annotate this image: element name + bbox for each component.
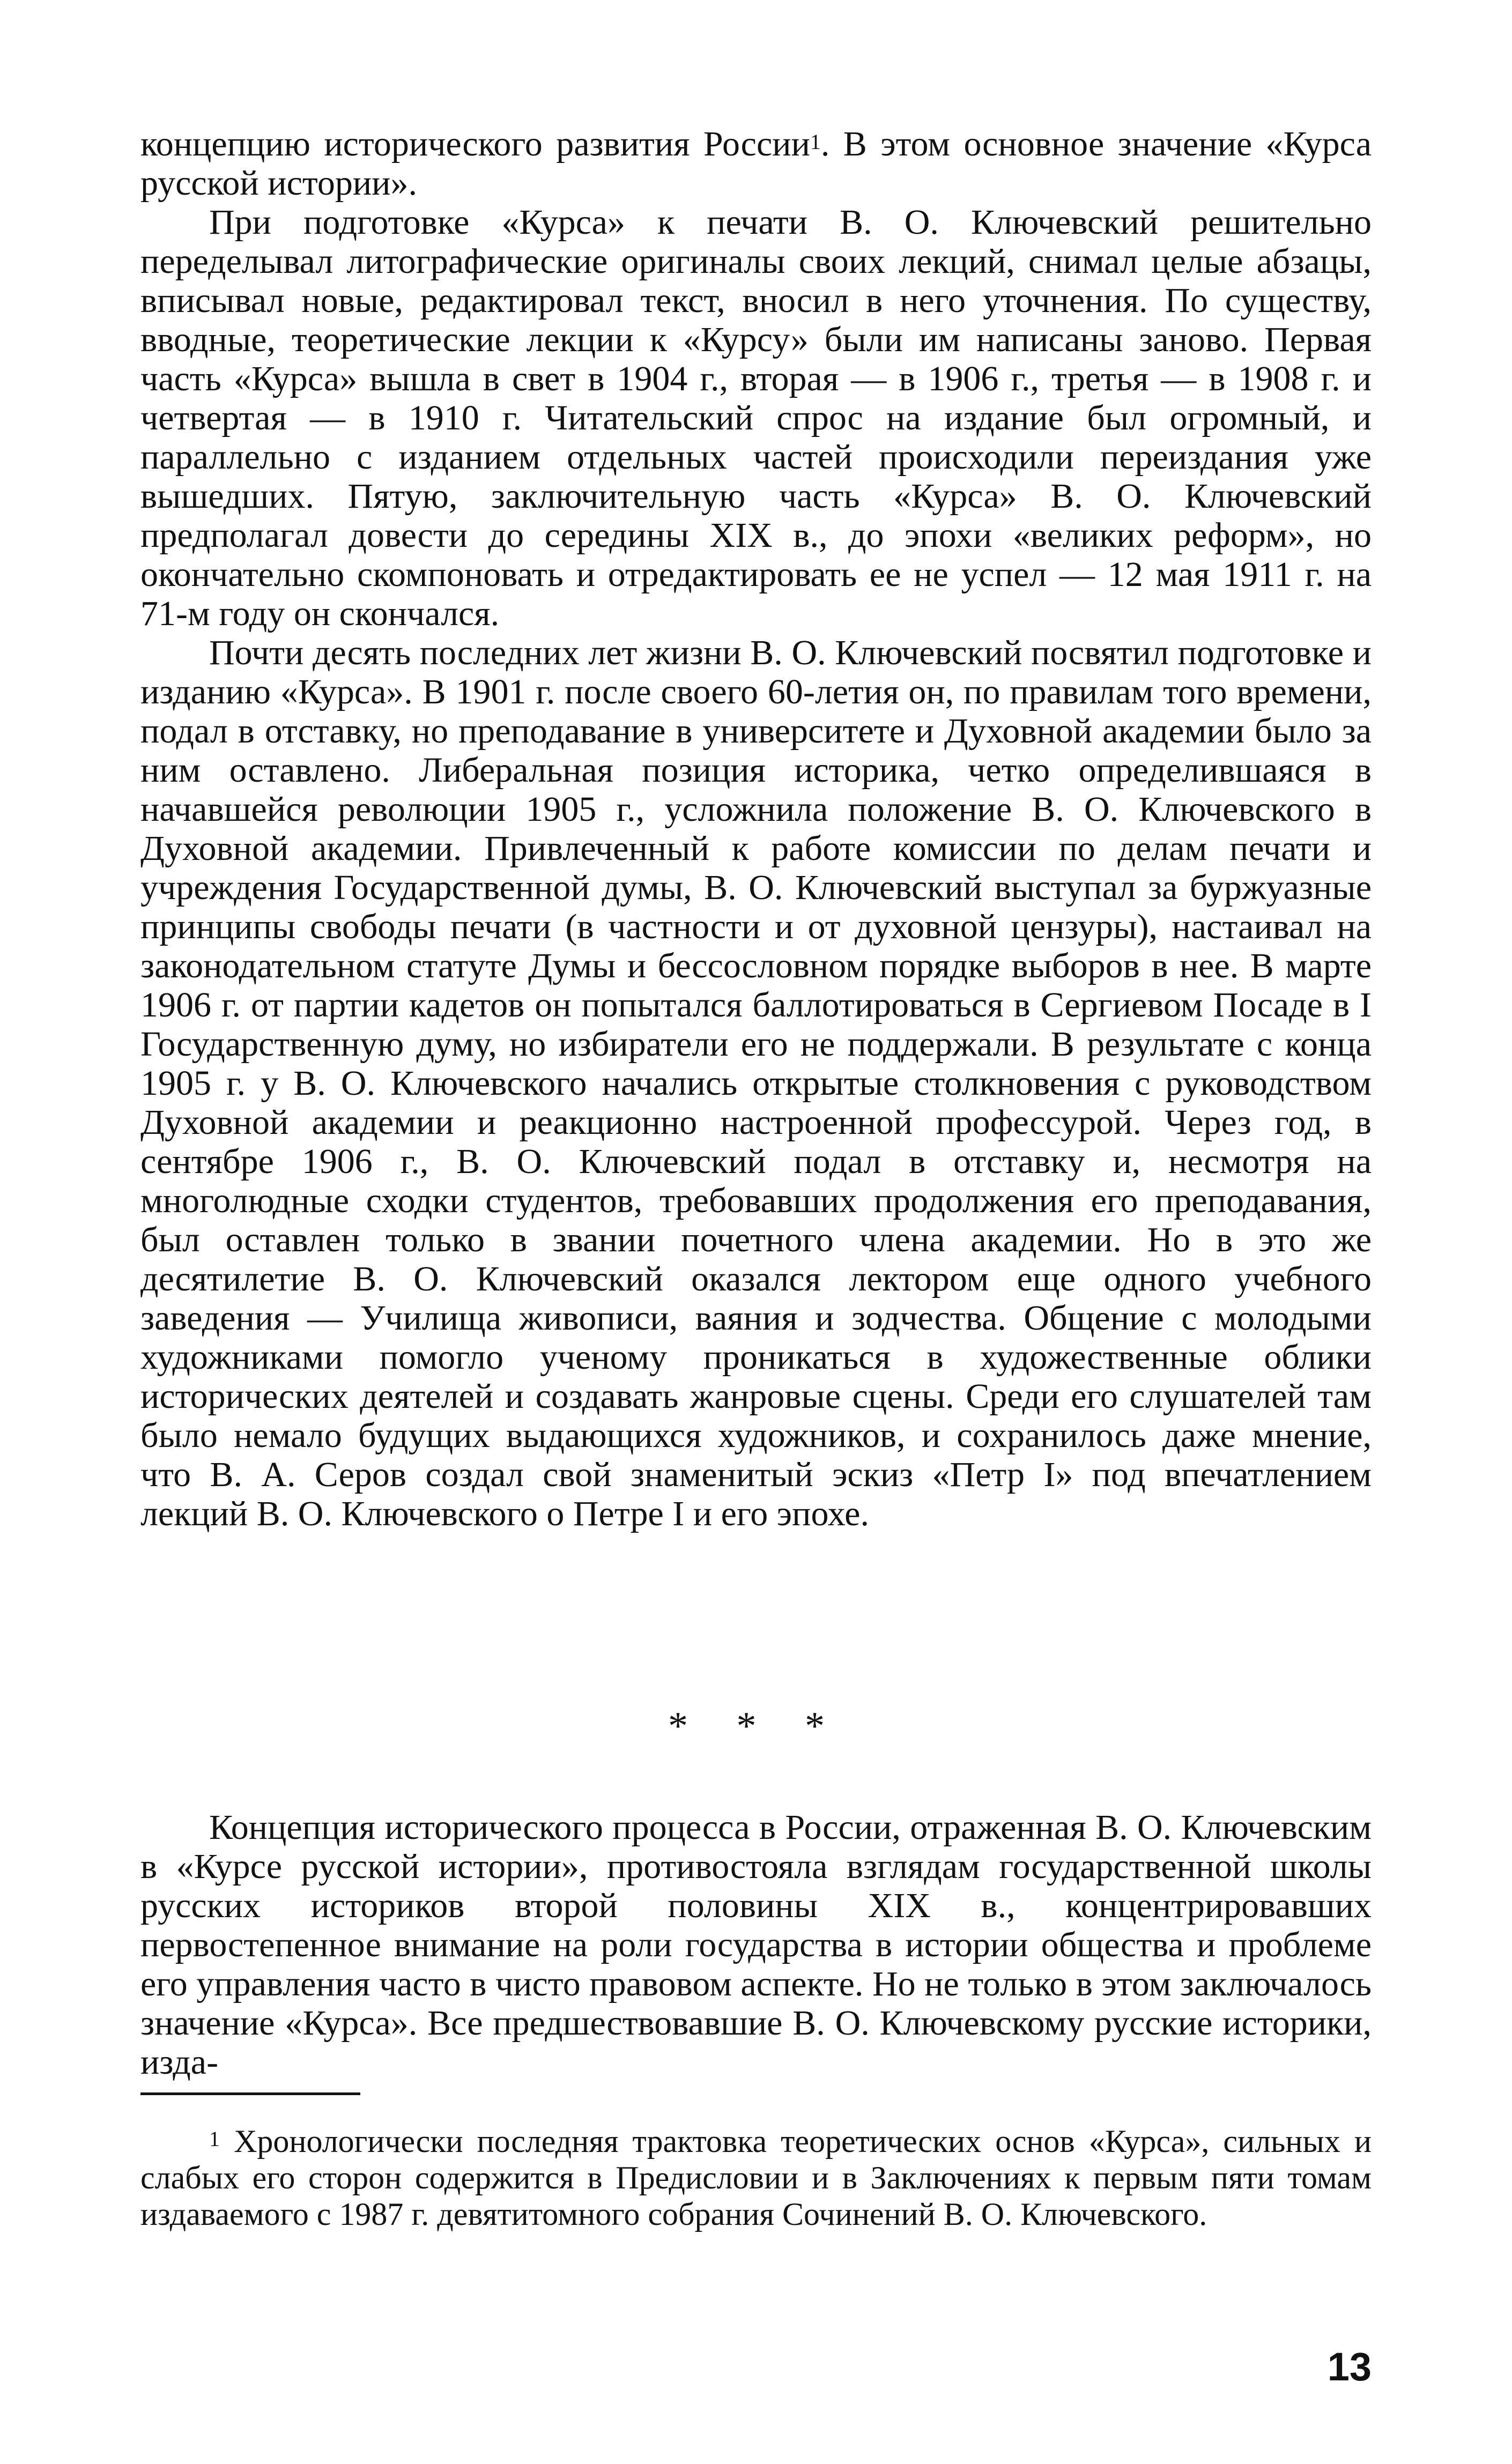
paragraph-continued-tail: . В этом основное значение «Курса русской истории». (140, 124, 1372, 203)
paragraph-continued-text: концепцию исторического развития России (140, 124, 810, 164)
section-separator: * * * (668, 1704, 844, 1748)
footnote-mark: 1 (209, 2127, 220, 2151)
paragraph-course-preparation: При подготовке «Курса» к печати В. О. Ключевский решительно переделывал литографические оригиналы своих лекций, снимал целые абзацы, вписывал новые, редактировал текст, вносил в него уточнения. По существу, вводные, теоретические лекции к «Курсу» были им написаны заново. Первая часть «Курса» вышла в свет в 1904 г., вторая — в 1906 г., третья — в 1908 г. и четвертая — в 1910 г. Читательский спрос на издание был огромный, и параллельно с изданием отдельных частей происходили переиздания уже вышедших. Пятую, заключительную часть «Курса» В. О. Ключевский предполагал довести до середины XIX в., до эпохи «великих реформ», но окончательно скомпоновать и отредактировать ее не успел — 12 мая 1911 г. на 71-м году он скончался. (140, 203, 1372, 633)
paragraph-concept: Концепция исторического процесса в России, отраженная В. О. Ключевским в «Курсе русской истории», противостояла взглядам государственной школы русских историков второй половины XIX в., концентрировавших первостепенное внимание на роли государства в истории общества и проблеме его управления часто в чисто правовом аспекте. Но не только в этом заключалось значение «Курса». Все предшествовавшие В. О. Ключевскому русские историки, изда- (140, 1808, 1372, 2082)
footnote-divider (140, 2092, 360, 2095)
footnote-reference: 1 (810, 130, 821, 154)
paragraph-last-years: Почти десять последних лет жизни В. О. Ключевский посвятил подготовке и изданию «Курса». В 1901 г. после своего 60-летия он, по правилам того времени, подал в отставку, но преподавание в университете и Духовной академии было за ним оставлено. Либеральная позиция историка, четко определившаяся в начавшейся революции 1905 г., усложнила положение В. О. Ключевского в Духовной академии. Привлеченный к работе комиссии по делам печати и учреждения Государственной думы, В. О. Ключевский выступал за буржуазные принципы свободы печати (в частности и от духовной цензуры), настаивал на законодательном статуте Думы и бессословном порядке выборов в нее. В марте 1906 г. от партии кадетов он попытался баллотироваться в Сергиевом Посаде в I Государственную думу, но избиратели его не поддержали. В результате с конца 1905 г. у В. О. Ключевского начались открытые столкновения с руководством Духовной академии и реакционно настроенной профессурой. Через год, в сентябре 1906 г., В. О. Ключевский подал в отставку и, несмотря на многолюдные сходки студентов, требовавших продолжения его преподавания, был оставлен только в звании почетного члена академии. Но в это же десятилетие В. О. Ключевский оказался лектором еще одного учебного заведения — Училища живописи, ваяния и зодчества. Общение с молодыми художниками помогло ученому проникаться в художественные облики исторических деятелей и создавать жанровые сцены. Среди его слушателей там было немало будущих выдающихся художников, и сохранилось даже мнение, что В. А. Серов создал свой знаменитый эскиз «Петр I» под впечатлением лекций В. О. Ключевского о Петре I и его эпохе. (140, 633, 1372, 1533)
footnote-text: Хронологически последняя трактовка теоретических основ «Курса», сильных и слабых его сторон содержится в Предисловии и в Заключениях к первым пяти томам издаваемого с 1987 г. девятитомного собрания Сочинений В. О. Ключевского. (140, 2124, 1372, 2232)
footnote-paragraph (140, 2123, 1372, 2232)
main-text (140, 124, 1372, 1533)
main-text-continued (140, 1808, 1372, 2082)
page-number: 13 (1327, 2344, 1372, 2389)
paragraph-continued (140, 124, 1372, 203)
footnote (140, 2123, 1372, 2232)
